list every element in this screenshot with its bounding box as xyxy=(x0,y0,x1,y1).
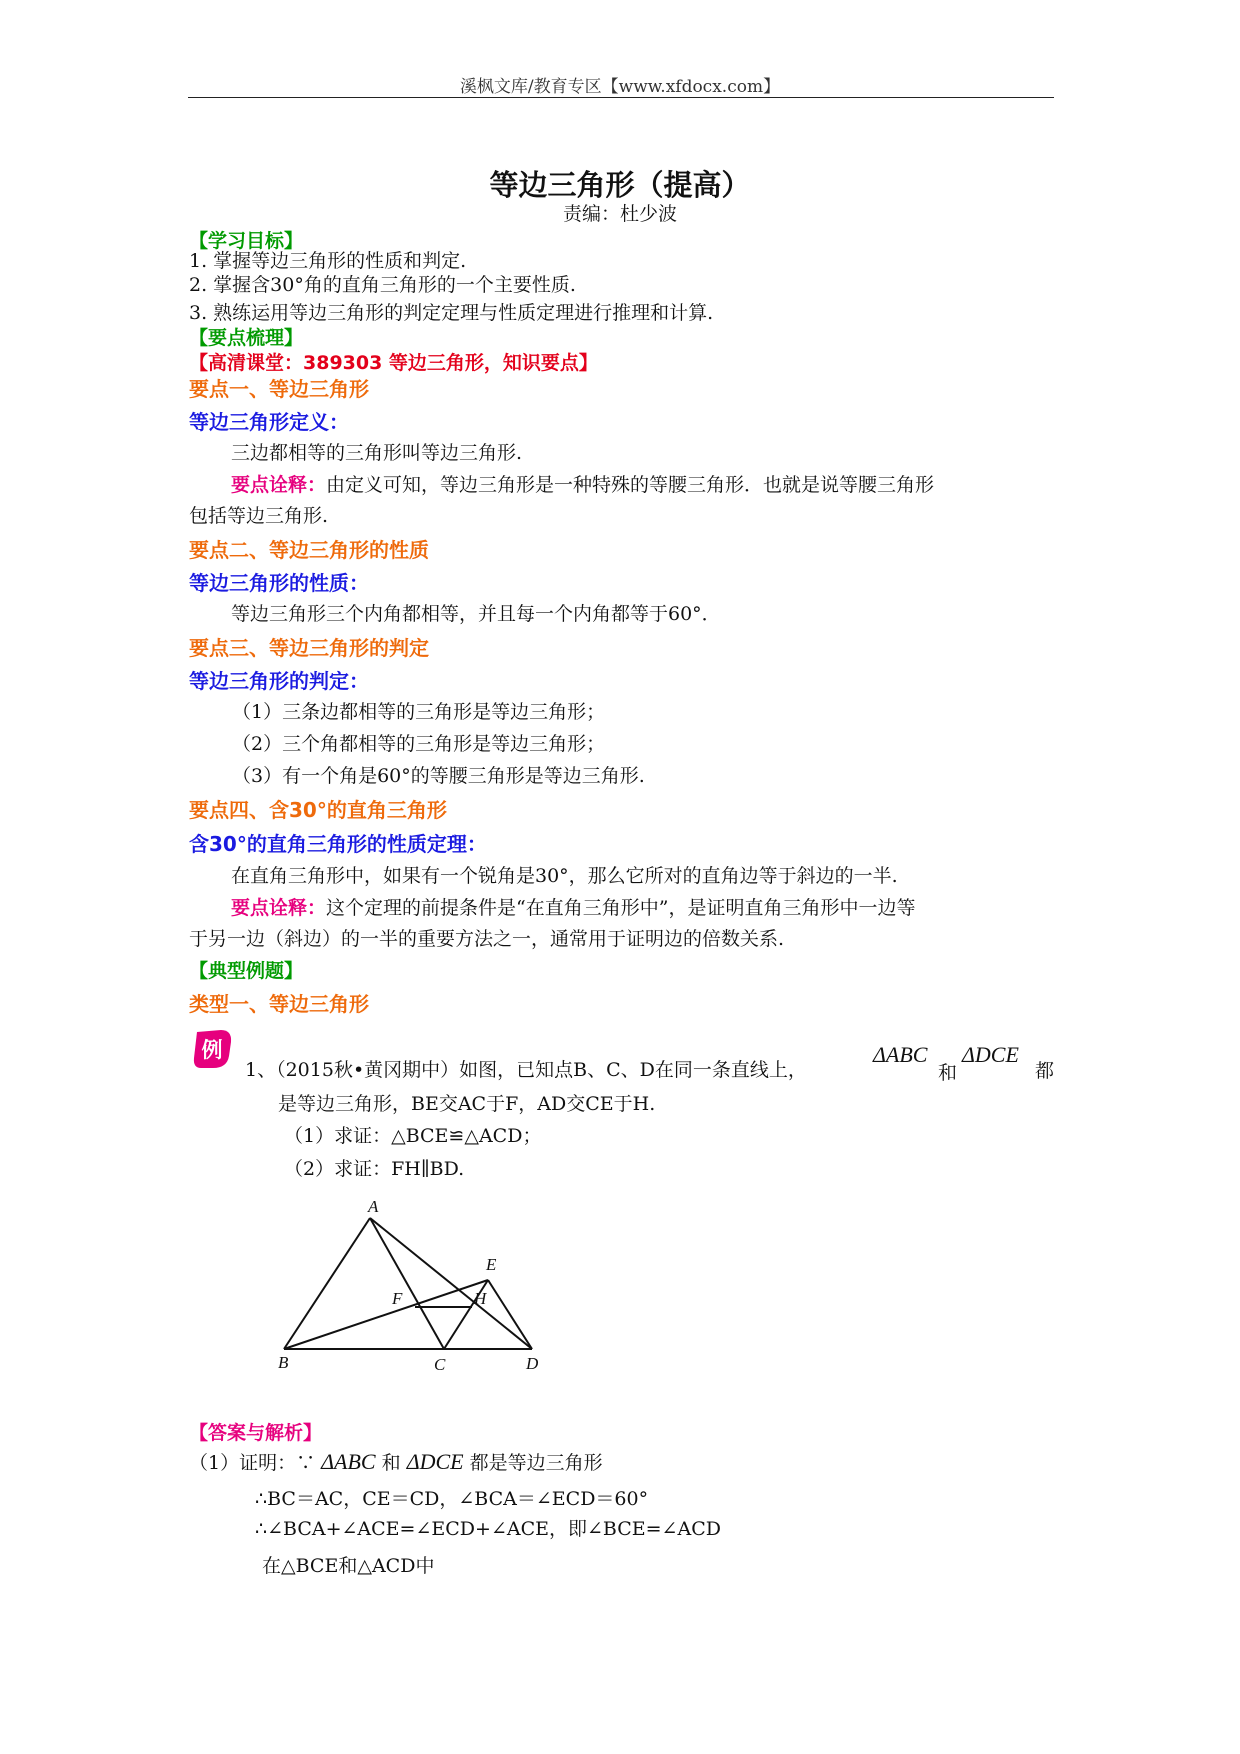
q1-part-1: （1）求证：△BCE≌△ACD； xyxy=(284,1125,542,1147)
answer-line-3: ∴∠BCA+∠ACE=∠ECD+∠ACE，即∠BCE=∠ACD xyxy=(255,1518,721,1540)
point2-sub: 等边三角形的性质： xyxy=(189,571,369,595)
point4-sub: 含30°的直角三角形的性质定理： xyxy=(189,832,487,856)
point2-text: 等边三角形三个内角都相等，并且每一个内角都等于60°． xyxy=(231,603,721,625)
label-f: F xyxy=(392,1289,403,1308)
point4-note-text: 这个定理的前提条件是“在直角三角形中”，是证明直角三角形中一边等 xyxy=(326,897,916,919)
segment-ac xyxy=(370,1218,444,1349)
point3-item-1: （1）三条边都相等的三角形是等边三角形； xyxy=(232,701,606,723)
point4-note-label: 要点诠释： xyxy=(231,897,327,919)
hd-class-note: 【高清课堂：389303 等边三角形，知识要点】 xyxy=(189,352,598,374)
doc-editor: 责编：杜少波 xyxy=(562,203,677,225)
q1-dce: ΔDCE xyxy=(962,1042,1019,1067)
segment-ad xyxy=(370,1218,532,1349)
point1-note-cont: 包括等边三角形. xyxy=(189,505,329,527)
q1-text-a: 1、（2015秋•黄冈期中）如图，已知点B、C、D在同一条直线上， xyxy=(245,1059,807,1081)
goal-item-1: 1. 掌握等边三角形的性质和判定. xyxy=(189,250,467,272)
q1-part-2: （2）求证：FH∥BD. xyxy=(284,1158,465,1180)
q1-line-2: 是等边三角形，BE交AC于F，AD交CE于H. xyxy=(278,1093,656,1115)
point1-note xyxy=(231,470,934,497)
point3-title: 要点三、等边三角形的判定 xyxy=(189,636,429,660)
answer-l1-dce: ΔDCE xyxy=(406,1449,464,1474)
point3-item-3: （3）有一个角是60°的等腰三角形是等边三角形. xyxy=(232,765,645,787)
label-c: C xyxy=(434,1355,446,1372)
site-header: 溪枫文库/教育专区【www.xfdocx.com】 xyxy=(459,77,781,97)
point4-note xyxy=(231,893,915,920)
goal-item-2: 2. 掌握含30°角的直角三角形的一个主要性质. xyxy=(189,274,576,296)
segment-be xyxy=(284,1280,488,1349)
answer-l1-and: 和 xyxy=(375,1452,407,1474)
answer-line-2: ∴BC＝AC，CE＝CD，∠BCA＝∠ECD＝60° xyxy=(255,1488,649,1510)
segment-ed xyxy=(488,1280,532,1349)
answer-line-4: 在△BCE和△ACD中 xyxy=(262,1555,435,1577)
segment-ab xyxy=(284,1218,370,1349)
answer-l1-b: 都是等边三角形 xyxy=(463,1452,603,1474)
label-a: A xyxy=(368,1197,379,1216)
example-badge-label: 例 xyxy=(201,1038,223,1062)
q1-abc: ΔABC xyxy=(873,1042,928,1067)
point1-title: 要点一、等边三角形 xyxy=(189,377,369,401)
point1-note-text: 由定义可知，等边三角形是一种特殊的等腰三角形．也就是说等腰三角形 xyxy=(326,474,935,496)
point4-title: 要点四、含30°的直角三角形 xyxy=(189,798,447,822)
answer-heading: 【答案与解析】 xyxy=(189,1422,323,1444)
triangle-figure xyxy=(270,1196,550,1372)
points-heading: 【要点梳理】 xyxy=(189,327,304,349)
q1-du: 都 xyxy=(1035,1060,1055,1082)
example-badge-icon xyxy=(191,1028,233,1070)
point2-title: 要点二、等边三角形的性质 xyxy=(189,538,429,562)
point4-note-cont: 于另一边（斜边）的一半的重要方法之一，通常用于证明边的倍数关系. xyxy=(189,928,785,950)
label-d: D xyxy=(526,1354,539,1372)
examples-heading: 【典型例题】 xyxy=(189,960,304,982)
point3-item-2: （2）三个角都相等的三角形是等边三角形； xyxy=(232,733,606,755)
answer-line-1 xyxy=(189,1448,603,1475)
answer-l1-abc: ΔABC xyxy=(321,1449,376,1474)
label-e: E xyxy=(486,1255,497,1274)
header-rule xyxy=(188,97,1054,98)
goal-item-3: 3. 熟练运用等边三角形的判定定理与性质定理进行推理和计算. xyxy=(189,302,714,324)
q1-line-1 xyxy=(245,1055,807,1082)
point1-note-label: 要点诠释： xyxy=(231,474,327,496)
doc-title: 等边三角形（提高） xyxy=(489,168,751,202)
goals-heading: 【学习目标】 xyxy=(189,230,304,252)
q1-and: 和 xyxy=(938,1062,958,1084)
label-h: H xyxy=(474,1289,487,1308)
point1-def: 三边都相等的三角形叫等边三角形. xyxy=(231,442,523,464)
label-b: B xyxy=(278,1353,289,1372)
answer-l1-a: （1）证明：∵ xyxy=(189,1452,322,1474)
type1-title: 类型一、等边三角形 xyxy=(189,992,369,1016)
point3-sub: 等边三角形的判定： xyxy=(189,669,369,693)
point1-def-title: 等边三角形定义： xyxy=(189,410,349,434)
point4-text: 在直角三角形中，如果有一个锐角是30°，那么它所对的直角边等于斜边的一半. xyxy=(231,865,898,887)
